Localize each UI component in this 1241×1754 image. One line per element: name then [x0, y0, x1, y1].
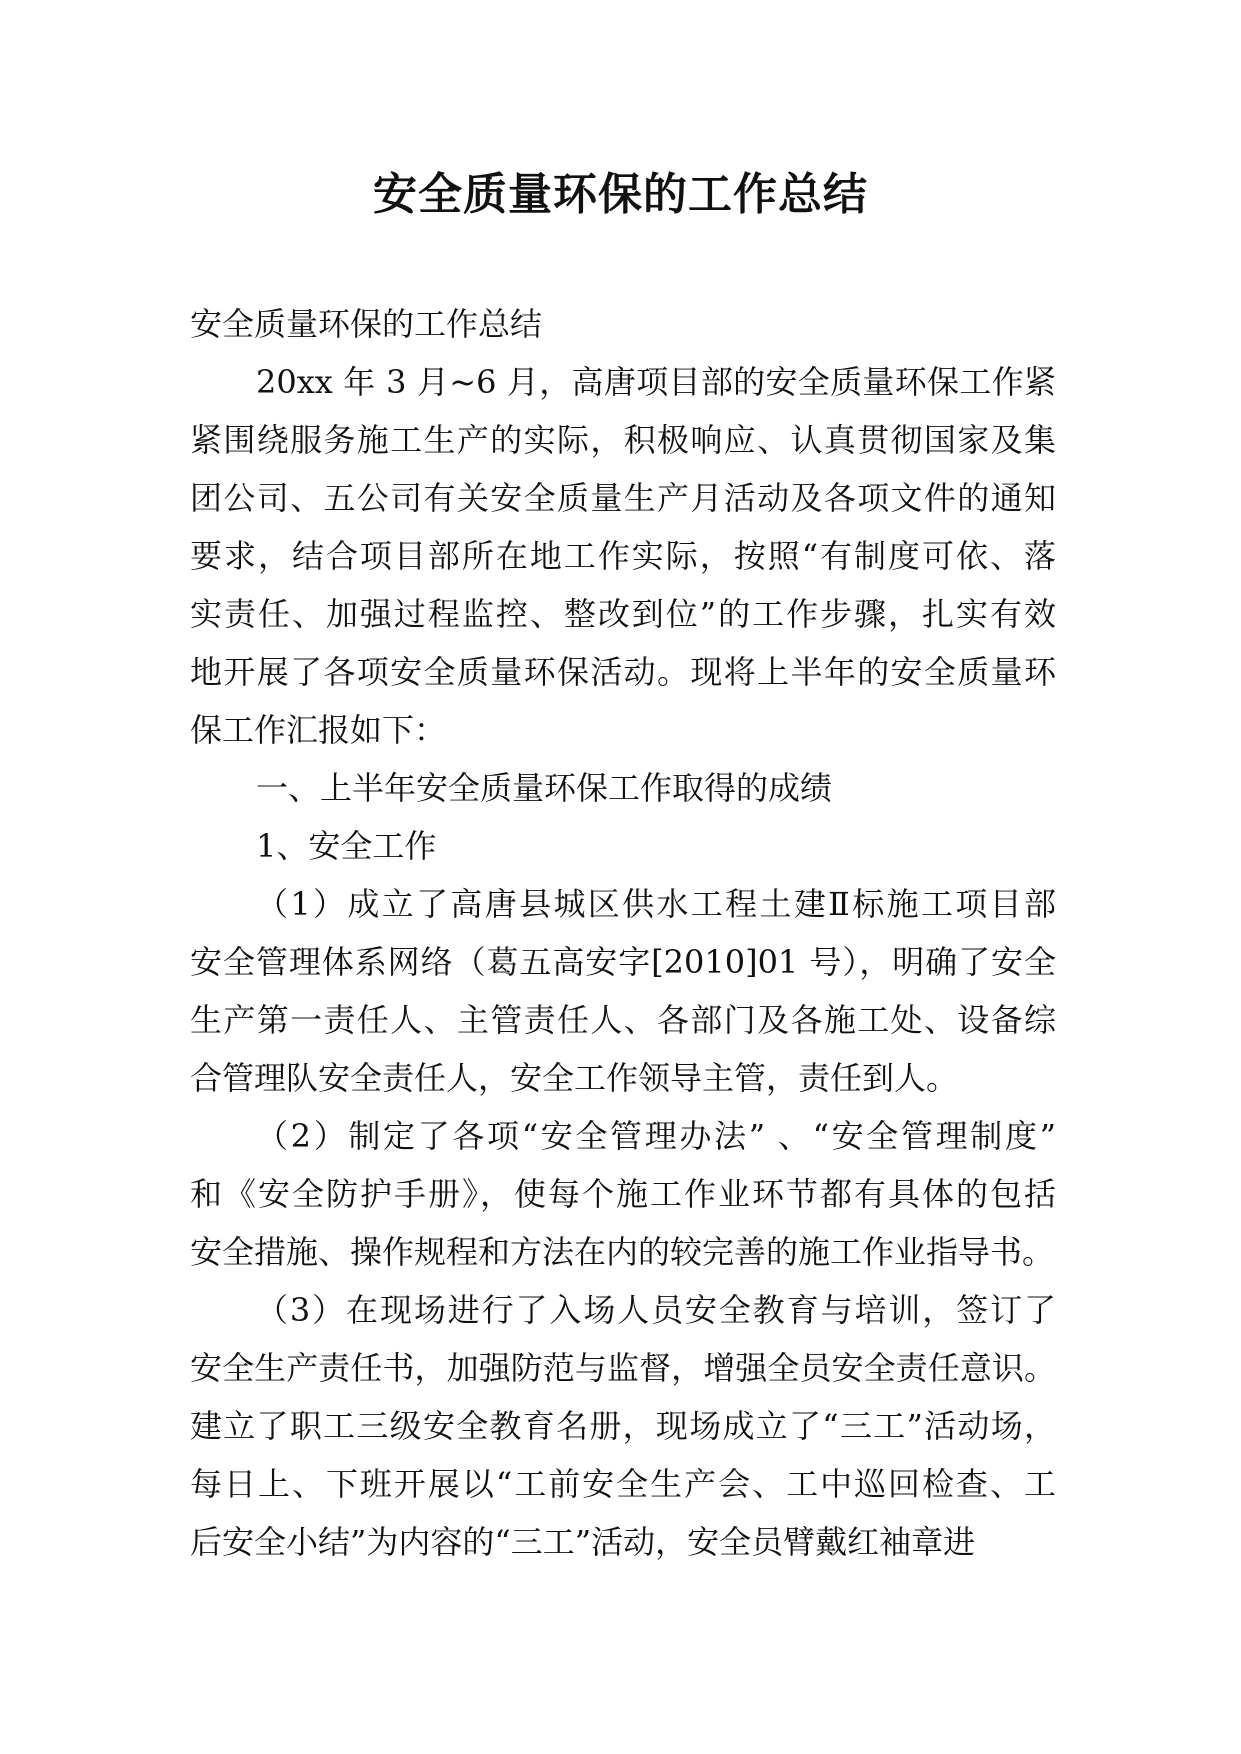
text-line: 实责任、加强过程监控、整改到位”的工作步骤，扎实有效	[190, 595, 1056, 633]
text-line: （1）成立了高唐县城区供水工程土建Ⅱ标施工项目部	[256, 885, 1056, 923]
paragraph	[190, 759, 1056, 817]
paragraph	[190, 353, 1056, 759]
text-line: （2）制定了各项“安全管理办法” 、“安全管理制度”	[256, 1117, 1056, 1155]
paragraph	[190, 817, 1056, 875]
paragraph	[190, 1107, 1056, 1281]
document-body	[190, 295, 1056, 1571]
text-line: 合管理队安全责任人，安全工作领导主管，责任到人。	[190, 1059, 959, 1097]
document-title: 安全质量环保的工作总结	[373, 169, 868, 220]
text-line: 一、上半年安全质量环保工作取得的成绩	[256, 769, 833, 807]
subtitle-line: 安全质量环保的工作总结	[190, 305, 543, 343]
text-line: （3）在现场进行了入场人员安全教育与培训，签订了	[256, 1291, 1056, 1329]
text-line: 要求，结合项目部所在地工作实际，按照“有制度可依、落	[190, 537, 1056, 575]
paragraph	[190, 1281, 1056, 1571]
paragraph	[190, 875, 1056, 1107]
text-line: 保工作汇报如下：	[190, 711, 447, 749]
text-line: 20xx 年 3 月~6 月，高唐项目部的安全质量环保工作紧	[256, 363, 1056, 401]
text-line: 紧围绕服务施工生产的实际，积极响应、认真贯彻国家及集	[190, 421, 1056, 459]
text-line: 每日上、下班开展以“工前安全生产会、工中巡回检查、工	[190, 1465, 1056, 1503]
text-line: 后安全小结”为内容的“三工”活动，安全员臂戴红袖章进	[190, 1523, 976, 1561]
text-line: 地开展了各项安全质量环保活动。现将上半年的安全质量环	[190, 653, 1056, 691]
text-line: 生产第一责任人、主管责任人、各部门及各施工处、设备综	[190, 1001, 1056, 1039]
text-line: 安全管理体系网络（葛五高安字[2010]01 号），明确了安全	[190, 943, 1056, 981]
paragraphs	[190, 353, 1056, 1571]
text-line: 安全生产责任书，加强防范与监督，增强全员安全责任意识。	[190, 1349, 1056, 1387]
text-line: 和《安全防护手册》，使每个施工作业环节都有具体的包括	[190, 1175, 1056, 1213]
text-line: 建立了职工三级安全教育名册，现场成立了“三工”活动场，	[190, 1407, 1056, 1445]
text-line: 1、安全工作	[256, 827, 437, 865]
text-line: 安全措施、操作规程和方法在内的较完善的施工作业指导书。	[190, 1233, 1055, 1271]
text-line: 团公司、五公司有关安全质量生产月活动及各项文件的通知	[190, 479, 1056, 517]
